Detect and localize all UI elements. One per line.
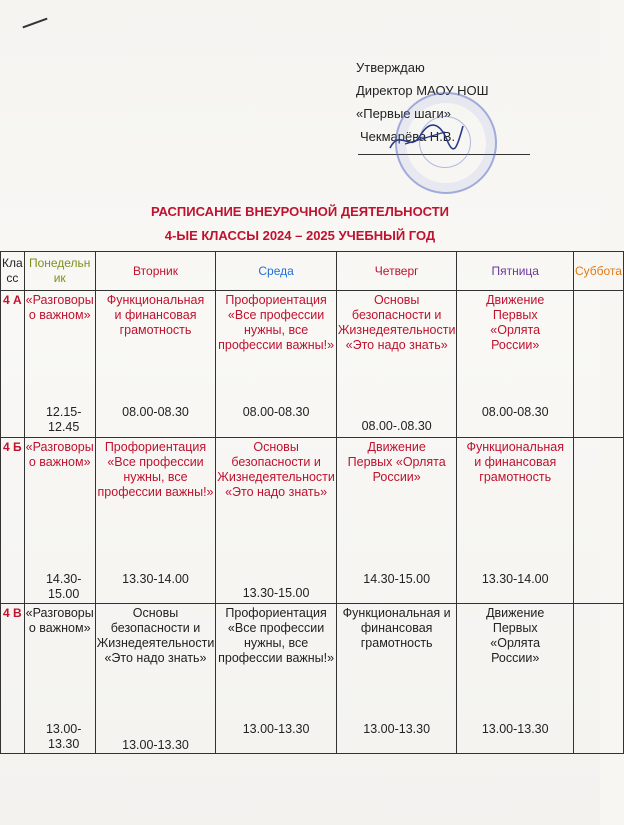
approval-line-4: Чекмарёва Н.В. — [360, 129, 456, 144]
time-text: 12.15-12.45 — [45, 405, 82, 434]
subject-text: Движение Первых «Орлята России» — [486, 293, 545, 352]
director-signature — [385, 118, 465, 158]
subject-text: Основы безопасности и Жизнедеятельности «Это надо знать» — [217, 440, 335, 499]
schedule-title: РАСПИСАНИЕ ВНЕУРОЧНОЙ ДЕЯТЕЛЬНОСТИ — [150, 204, 450, 219]
time-text: 13.30-15.00 — [242, 586, 310, 600]
cell-friday — [457, 291, 574, 438]
subject-text: «Разговоры о важном» — [25, 293, 94, 322]
cell-thursday — [336, 604, 457, 754]
cell-tuesday — [95, 291, 216, 438]
cell-saturday — [573, 291, 623, 438]
cell-tuesday — [95, 604, 216, 754]
time-text: 08.00-08.30 — [481, 405, 549, 419]
approval-line-2: Директор МАОУ НОШ — [356, 83, 489, 98]
schedule-subtitle: 4-ЫЕ КЛАССЫ 2024 – 2025 УЧЕБНЫЙ ГОД — [164, 228, 436, 243]
cell-tuesday — [95, 438, 216, 604]
table-row — [1, 604, 624, 754]
header-friday: Пятница — [457, 252, 574, 291]
subject-text: Профориентация «Все профессии нужны, все профессии важны!» — [97, 440, 214, 499]
subject-text: Основы безопасности и Жизнедеятельности «Это надо знать» — [96, 606, 215, 665]
time-text: 13.00-13.30 — [481, 722, 549, 736]
cell-wednesday — [216, 291, 337, 438]
subject-text: Функциональная и финансовая грамотность — [342, 606, 451, 650]
cell-wednesday — [216, 604, 337, 754]
subject-text: Профориентация «Все профессии нужны, все профессии важны!» — [218, 293, 335, 352]
time-text: 13.00-13.30 — [122, 738, 189, 752]
time-text: 14.30-15.00 — [363, 572, 431, 586]
cell-saturday — [573, 438, 623, 604]
time-text: 14.30-15.00 — [45, 572, 82, 601]
cell-monday — [24, 291, 95, 438]
class-label: 4 Б — [1, 438, 25, 604]
time-text: 08.00-08.30 — [122, 405, 189, 419]
subject-text: «Разговоры о важном» — [25, 606, 94, 635]
time-text: 13.00-13.30 — [242, 722, 310, 736]
cell-saturday — [573, 604, 623, 754]
header-thursday: Четверг — [336, 252, 457, 291]
table-row — [1, 438, 624, 604]
time-text: 13.00-13.30 — [363, 722, 431, 736]
approval-line-3: «Первые шаги» — [356, 106, 452, 121]
class-label: 4 В — [1, 604, 25, 754]
time-text: 13.30-14.00 — [481, 572, 549, 586]
subject-text: Движение Первых «Орлята России» — [486, 606, 545, 665]
pen-mark — [22, 18, 47, 29]
cell-monday — [24, 438, 95, 604]
time-text: 08.00-.08.30 — [361, 419, 432, 433]
header-row — [1, 252, 624, 291]
cell-thursday — [336, 438, 457, 604]
cell-friday — [457, 604, 574, 754]
header-wednesday: Среда — [216, 252, 337, 291]
table-row — [1, 291, 624, 438]
time-text: 08.00-08.30 — [242, 405, 310, 419]
subject-text: Основы безопасности и Жизнедеятельности «Это надо знать» — [337, 293, 456, 352]
class-label: 4 А — [1, 291, 25, 438]
header-monday: Понедельн ик — [24, 252, 95, 291]
header-saturday: Суббота — [573, 252, 623, 291]
approval-line-1: Утверждаю — [356, 60, 425, 75]
time-text: 13.30-14.00 — [122, 572, 189, 586]
subject-text: Движение Первых «Орлята России» — [347, 440, 446, 484]
time-text: 13.00-13.30 — [45, 722, 82, 751]
subject-text: Функциональная и финансовая грамотность — [106, 293, 205, 337]
subject-text: Профориентация «Все профессии нужны, все профессии важны!» — [218, 606, 335, 665]
cell-wednesday — [216, 438, 337, 604]
schedule-table — [0, 251, 624, 754]
subject-text: Функциональная и финансовая грамотность — [466, 440, 564, 484]
cell-thursday — [336, 291, 457, 438]
header-klass: Кла сс — [1, 252, 25, 291]
cell-friday — [457, 438, 574, 604]
cell-monday — [24, 604, 95, 754]
subject-text: «Разговоры о важном» — [25, 440, 94, 469]
header-tuesday: Вторник — [95, 252, 216, 291]
